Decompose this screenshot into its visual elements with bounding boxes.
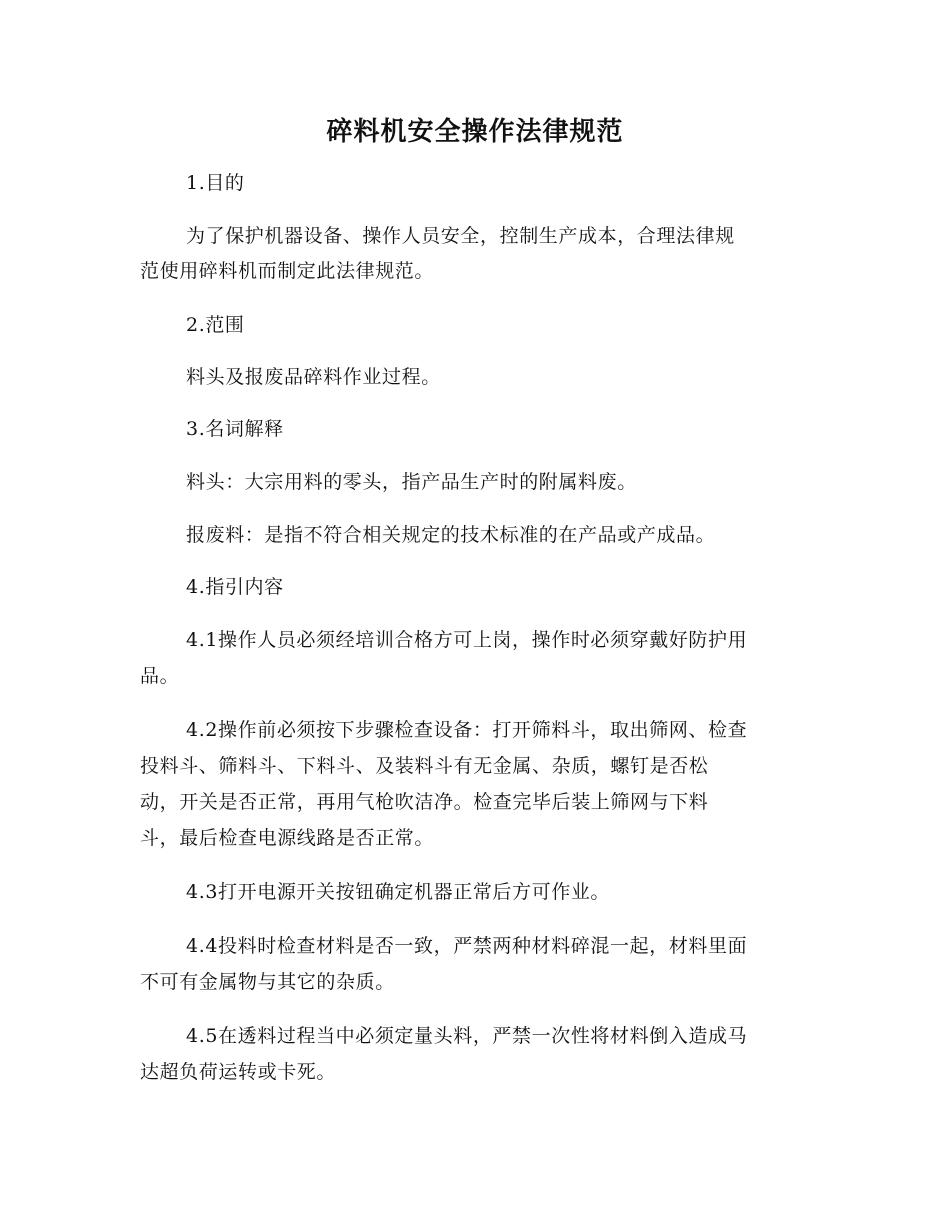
item-4-5-line-2: 达超负荷运转或卡死。 — [140, 1061, 337, 1083]
item-4-1-line-1: 4.1操作人员必须经培训合格方可上岗，操作时必须穿戴好防护用 — [186, 629, 748, 651]
item-4-2-line-4: 斗，最后检查电源线路是否正常。 — [140, 827, 435, 849]
item-4-3: 4.3打开电源开关按钮确定机器正常后方可作业。 — [186, 881, 611, 903]
paragraph-purpose-line-2: 范使用碎料机而制定此法律规范。 — [140, 260, 435, 282]
paragraph-term-liaotou: 料头：大宗用料的零头，指产品生产时的附属料废。 — [186, 471, 637, 493]
section-heading-guidance: 4.指引内容 — [186, 576, 284, 598]
item-4-2-line-3: 动，开关是否正常，再用气枪吹洁净。检查完毕后装上筛网与下料 — [140, 791, 709, 813]
item-4-1-line-2: 品。 — [140, 665, 180, 687]
section-heading-purpose: 1.目的 — [186, 172, 245, 194]
item-4-4-line-1: 4.4投料时检查材料是否一致，严禁两种材料碎混一起，材料里面 — [186, 935, 748, 957]
item-4-2-line-1: 4.2操作前必须按下步骤检查设备：打开筛料斗，取出筛网、检查 — [186, 719, 748, 741]
paragraph-term-baofeiliao: 报废料：是指不符合相关规定的技术标准的在产品或产成品。 — [186, 524, 716, 546]
paragraph-purpose-line-1: 为了保护机器设备、操作人员安全，控制生产成本，合理法律规 — [186, 225, 735, 247]
paragraph-scope: 料头及报废品碎料作业过程。 — [186, 366, 441, 388]
item-4-2-line-2: 投料斗、筛料斗、下料斗、及装料斗有无金属、杂质，螺钉是否松 — [140, 755, 709, 777]
section-heading-scope: 2.范围 — [186, 314, 245, 336]
item-4-5-line-1: 4.5在透料过程当中必须定量头料，严禁一次性将材料倒入造成马 — [186, 1025, 748, 1047]
section-heading-terms: 3.名词解释 — [186, 418, 284, 440]
item-4-4-line-2: 不可有金属物与其它的杂质。 — [140, 971, 395, 993]
document-title: 碎料机安全操作法律规范 — [326, 117, 624, 147]
